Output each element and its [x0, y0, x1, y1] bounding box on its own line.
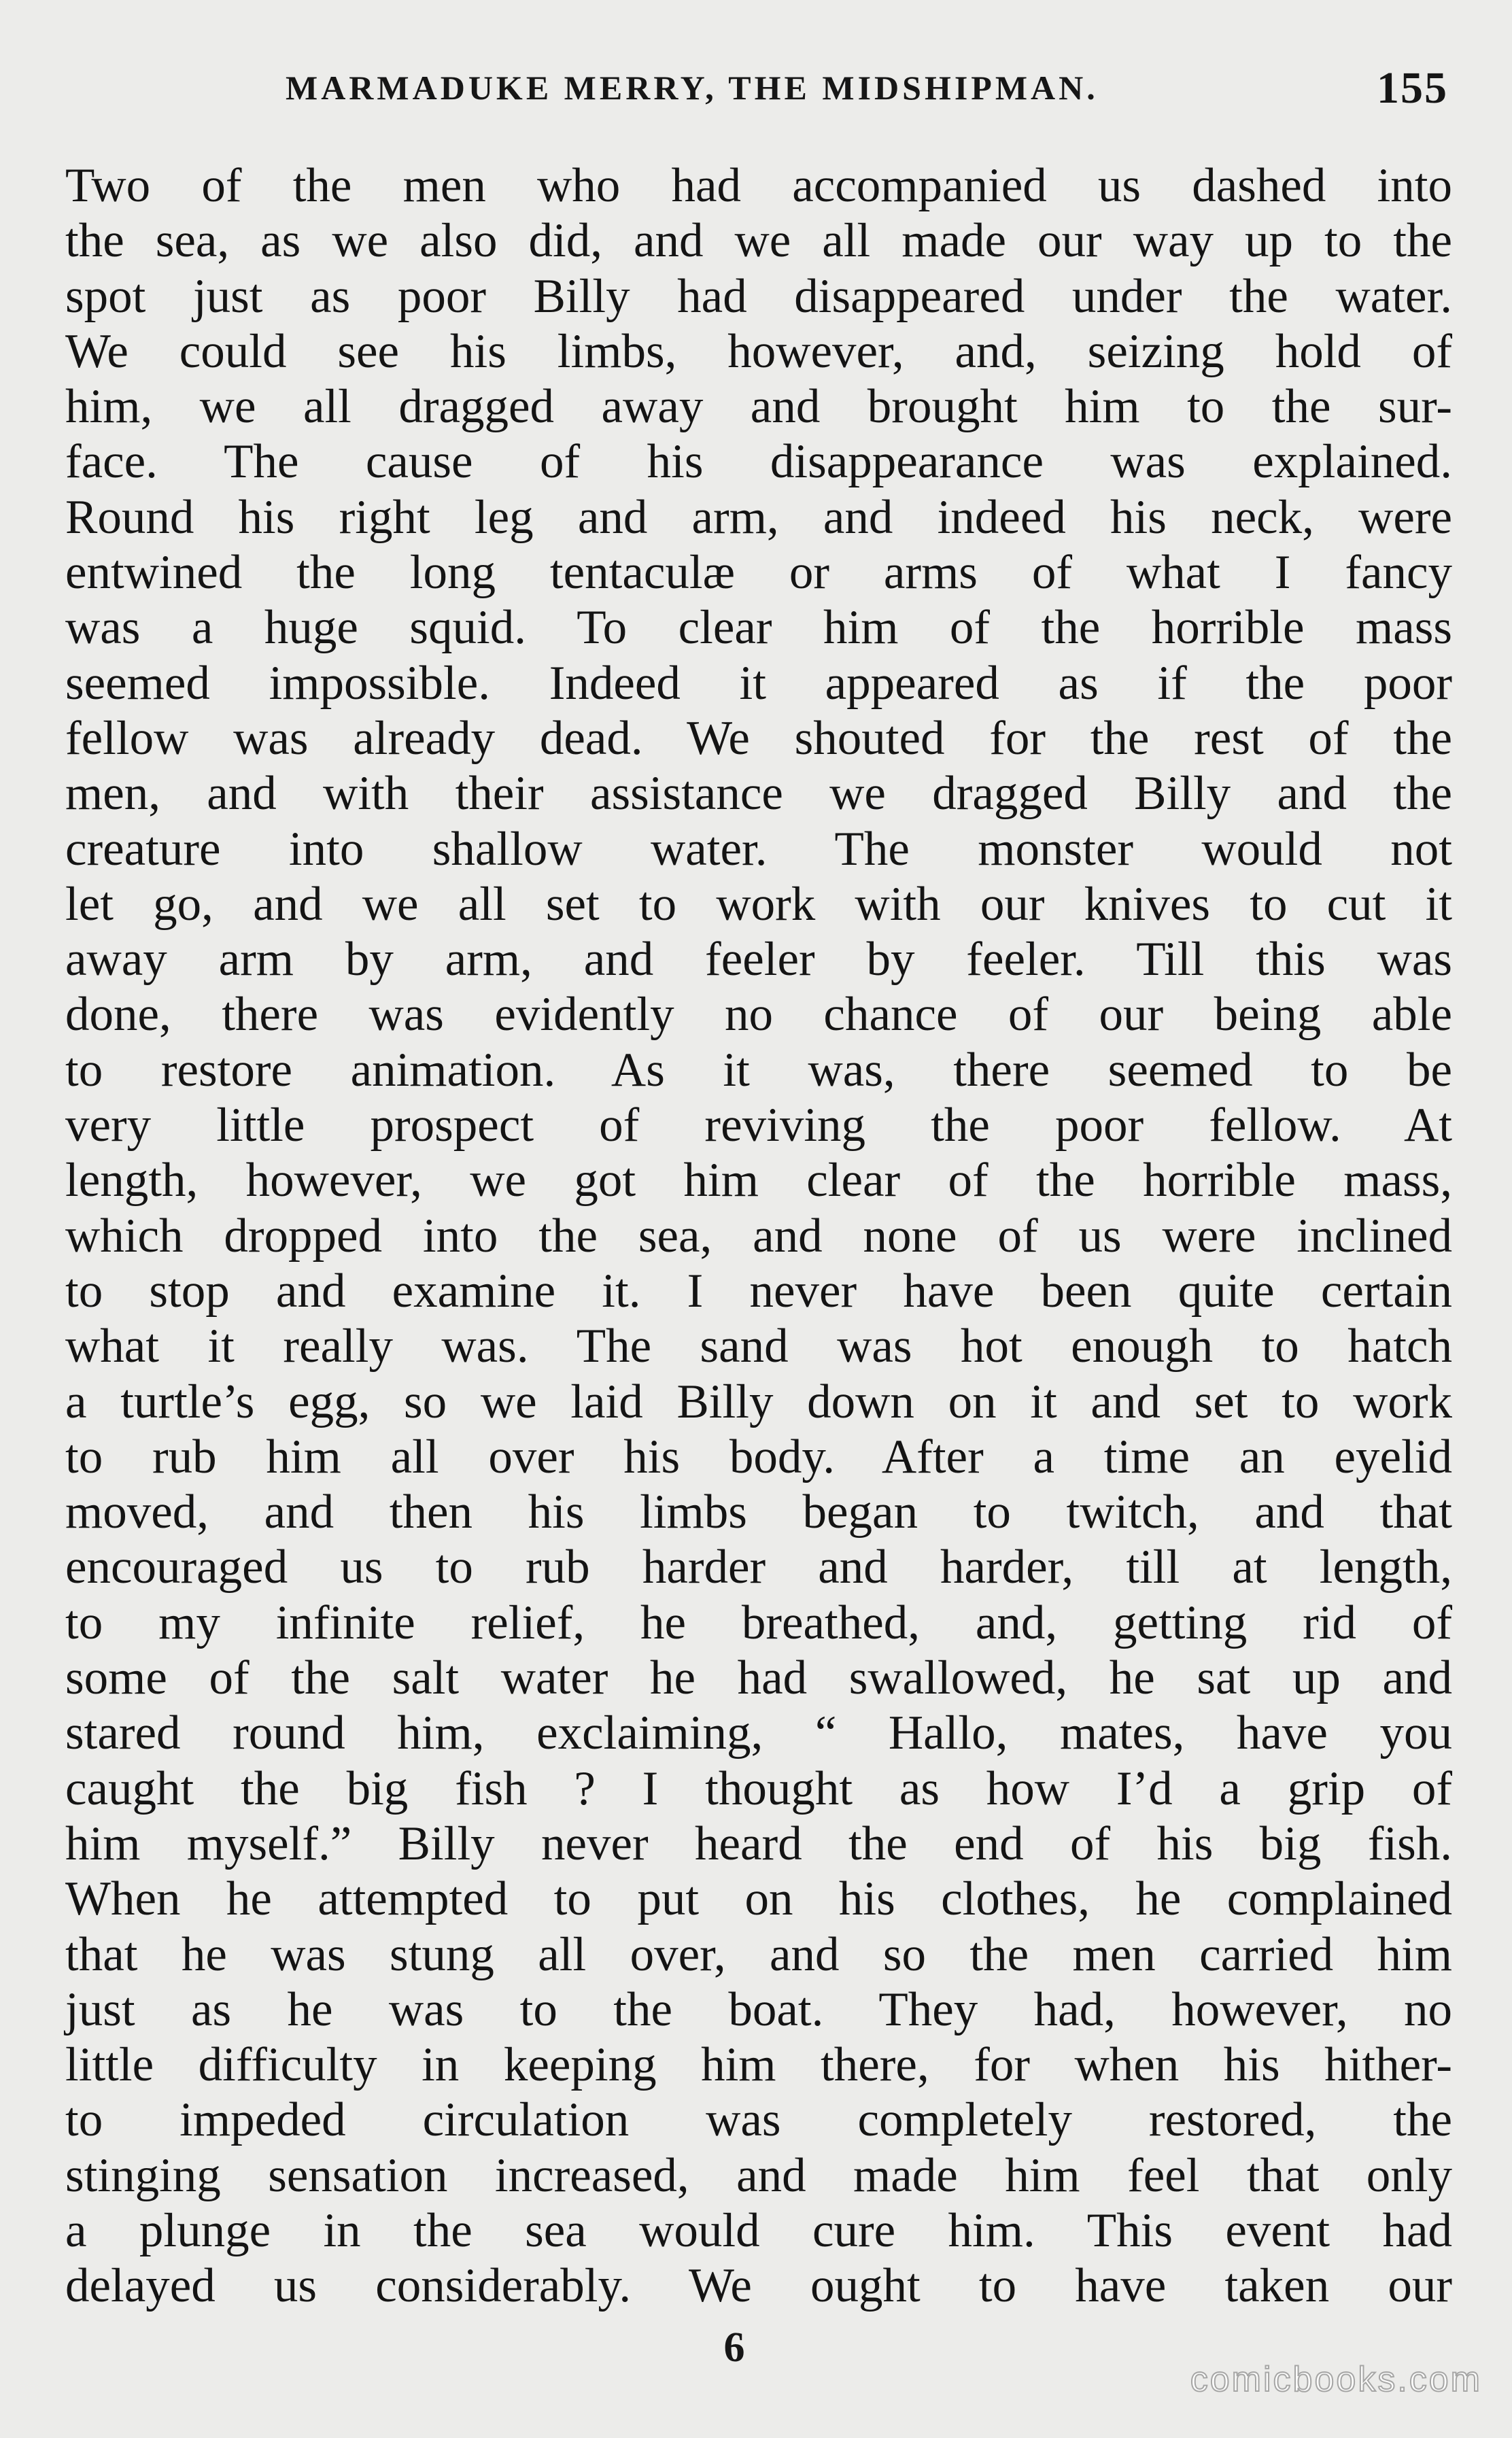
text-line: Round his right leg and arm, and indeed his neck, were — [65, 490, 1452, 544]
text-line: let go, and we all set to work with our knives to cut it — [65, 877, 1452, 931]
running-head — [286, 63, 1448, 117]
text-line: a plunge in the sea would cure him. This event had — [65, 2203, 1452, 2257]
text-line: moved, and then his limbs began to twitch, and that — [65, 1486, 1452, 1539]
text-line: to restore animation. As it was, there seemed to be — [65, 1043, 1452, 1097]
text-line: seemed impossible. Indeed it appeared as if the poor — [65, 656, 1452, 710]
text-line: encouraged us to rub harder and harder, till at length, — [65, 1541, 1452, 1594]
running-title: MARMADUKE MERRY, THE MIDSHIPMAN. — [286, 69, 1099, 107]
page-number: 155 — [1377, 63, 1448, 113]
text-line: to my infinite relief, he breathed, and, getting rid of — [65, 1596, 1452, 1649]
text-line: entwined the long tentaculæ or arms of what I fancy — [65, 546, 1452, 600]
text-line: We could see his limbs, however, and, seizing hold of — [65, 324, 1452, 378]
text-line: to stop and examine it. I never have been quite certain — [65, 1264, 1452, 1318]
text-line: to rub him all over his body. After a time an eyelid — [65, 1430, 1452, 1483]
signature-mark: 6 — [723, 2324, 745, 2371]
watermark: comicbooks.com — [1190, 2360, 1482, 2399]
text-line: spot just as poor Billy had disappeared under the water. — [65, 269, 1452, 323]
text-line: which dropped into the sea, and none of us were inclined — [65, 1209, 1452, 1263]
text-line: caught the big fish ? I thought as how I’d a grip of — [65, 1762, 1452, 1815]
text-line: to impeded circulation was completely restored, the — [65, 2093, 1452, 2147]
text-line: stared round him, exclaiming, “ Hallo, mates, have you — [65, 1706, 1452, 1760]
text-line: When he attempted to put on his clothes, he complained — [65, 1872, 1452, 1926]
text-line: just as he was to the boat. They had, however, no — [65, 1982, 1452, 2036]
text-line: a turtle’s egg, so we laid Billy down on it and set to work — [65, 1375, 1452, 1428]
text-line: away arm by arm, and feeler by feeler. Till this was — [65, 933, 1452, 986]
text-line: Two of the men who had accompanied us dashed into — [65, 159, 1452, 212]
body-text — [65, 158, 1452, 2314]
text-line: length, however, we got him clear of the horrible mass, — [65, 1154, 1452, 1207]
text-line: creature into shallow water. The monster would not — [65, 822, 1452, 876]
text-line: done, there was evidently no chance of our being able — [65, 988, 1452, 1042]
text-line: delayed us considerably. We ought to have taken our — [65, 2259, 1452, 2313]
text-line: the sea, as we also did, and we all made our way up to the — [65, 214, 1452, 268]
text-line: face. The cause of his disappearance was explained. — [65, 435, 1452, 489]
text-line: some of the salt water he had swallowed, he sat up and — [65, 1651, 1452, 1705]
text-line: was a huge squid. To clear him of the horrible mass — [65, 601, 1452, 655]
text-line: very little prospect of reviving the poor fellow. At — [65, 1099, 1452, 1152]
text-line: him myself.” Billy never heard the end of his big fish. — [65, 1817, 1452, 1870]
text-line: what it really was. The sand was hot enough to hatch — [65, 1320, 1452, 1373]
text-line: stinging sensation increased, and made him feel that only — [65, 2148, 1452, 2202]
text-line: fellow was already dead. We shouted for the rest of the — [65, 711, 1452, 765]
text-line: men, and with their assistance we dragged Billy and the — [65, 767, 1452, 821]
text-line: him, we all dragged away and brought him to the sur- — [65, 380, 1452, 434]
text-line: little difficulty in keeping him there, for when his hither- — [65, 2038, 1452, 2092]
text-line: that he was stung all over, and so the men carried him — [65, 1927, 1452, 1981]
